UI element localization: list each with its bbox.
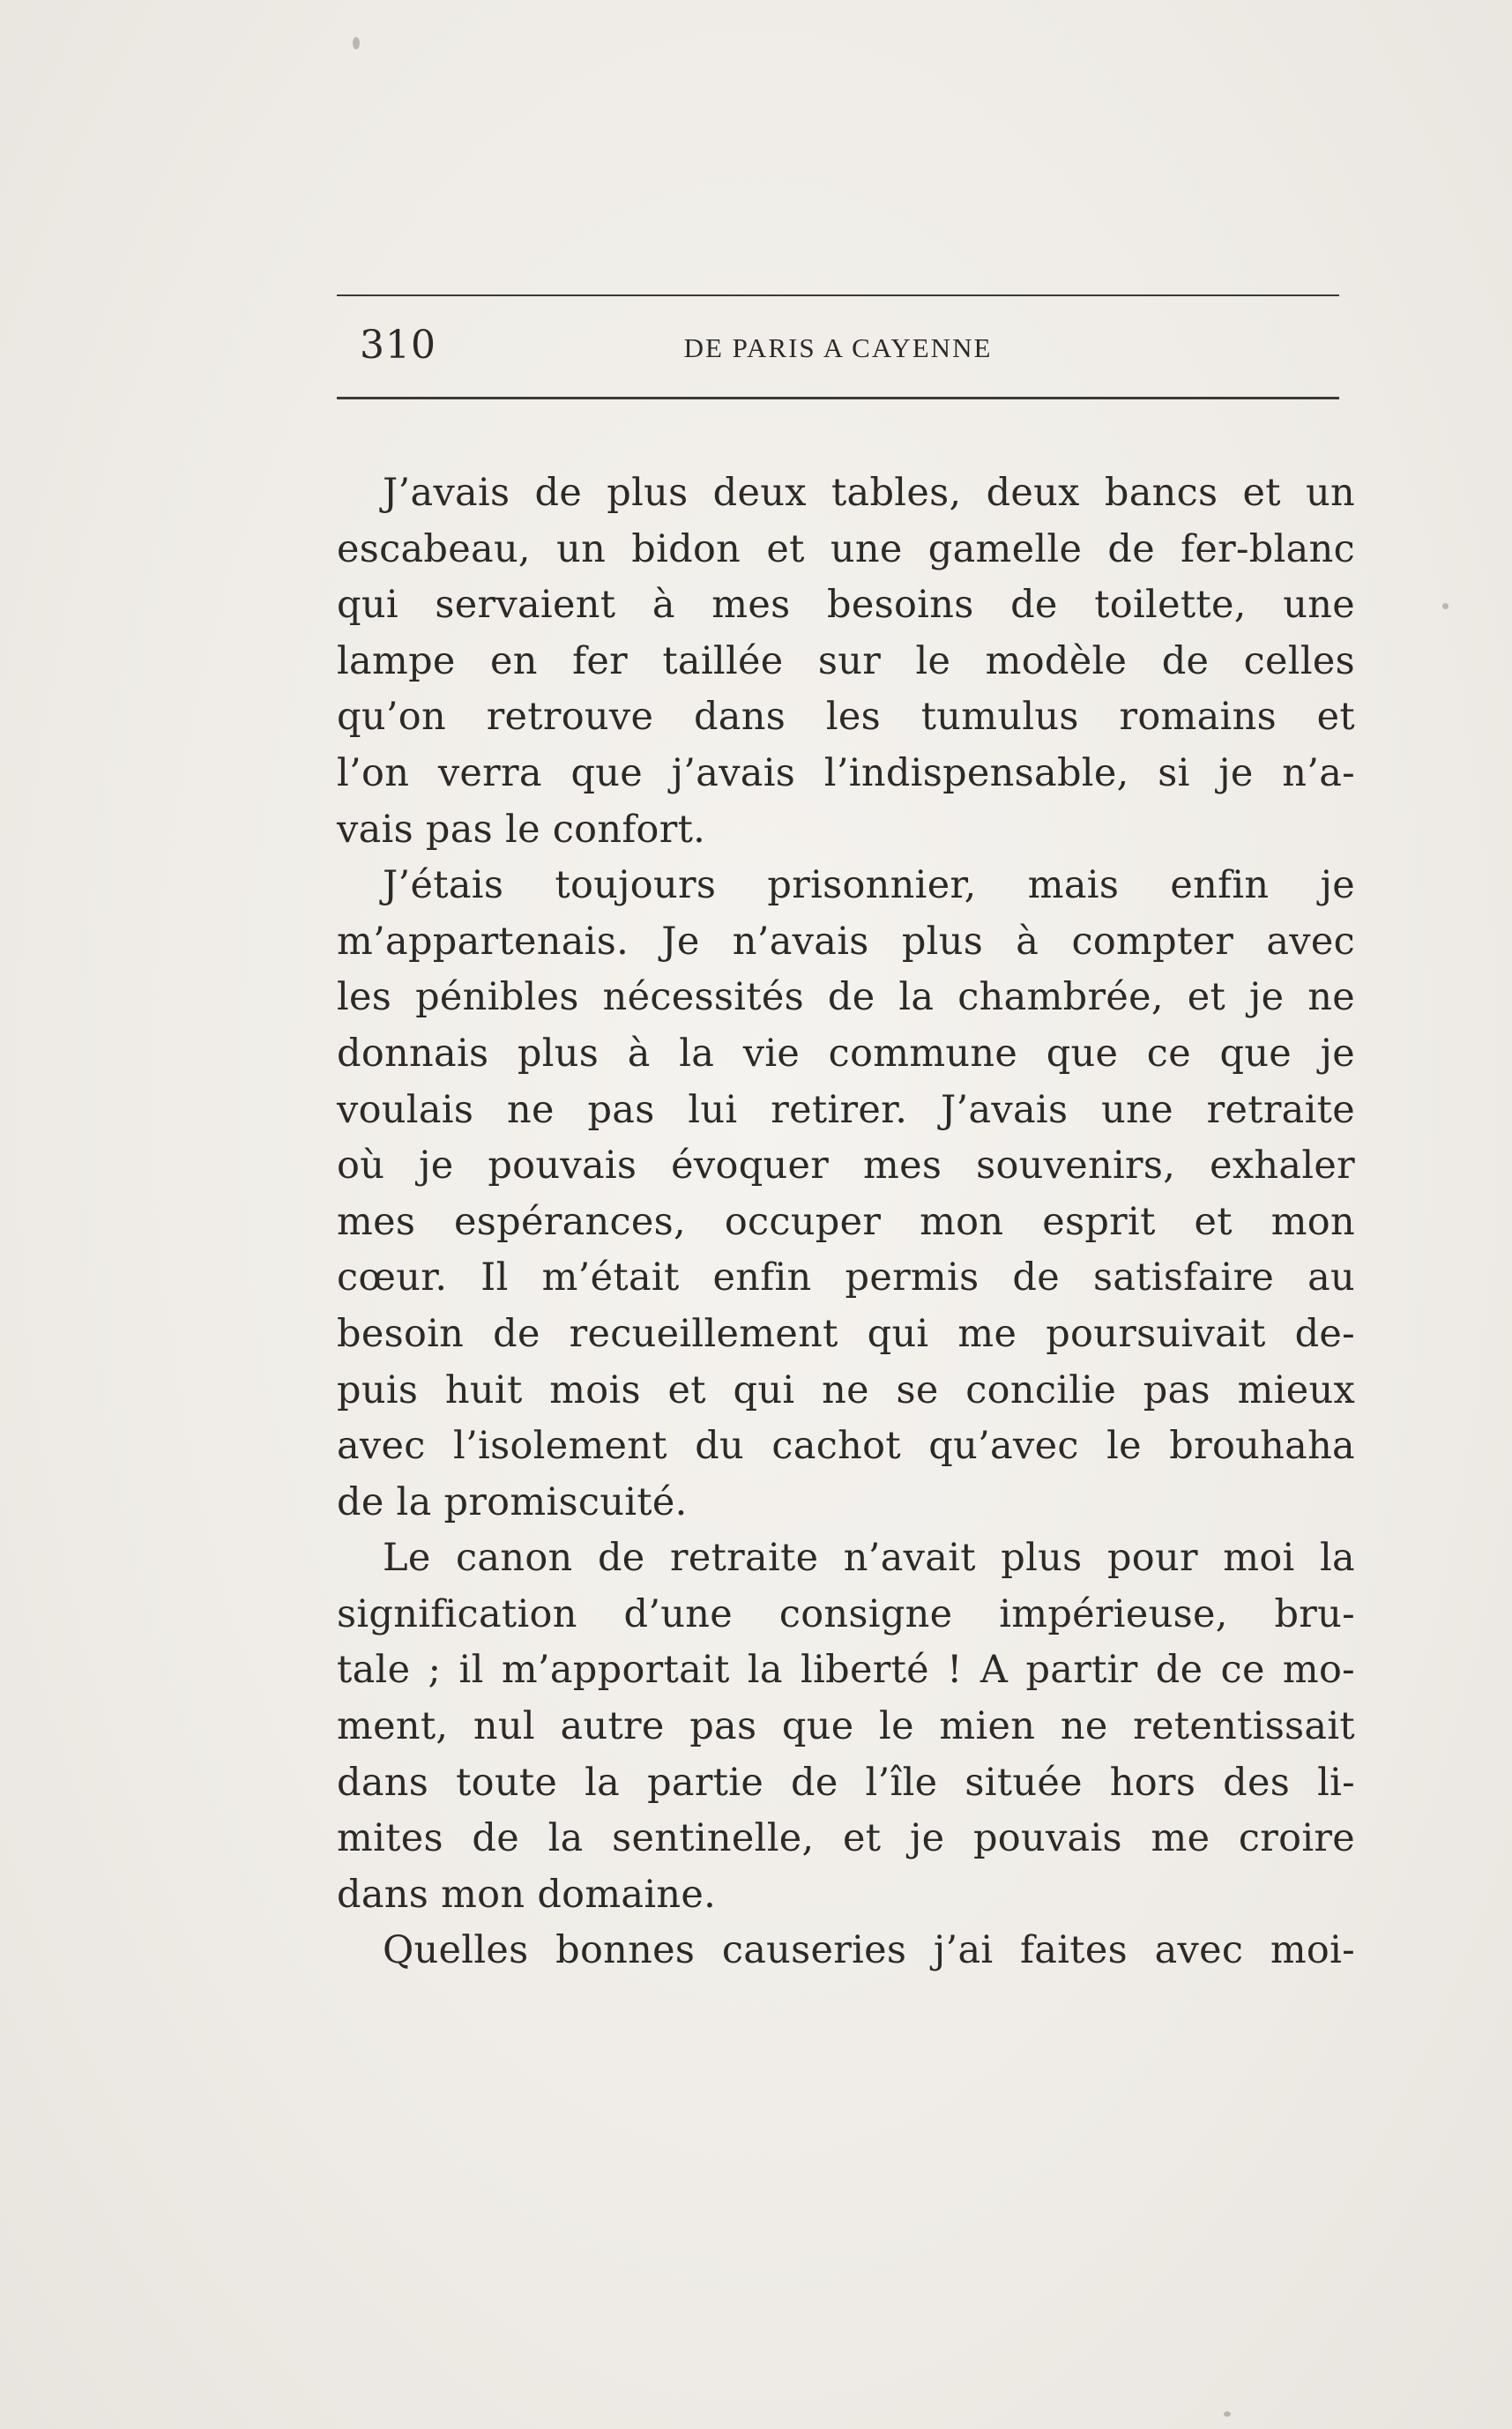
text-line: puis huit mois et qui ne se concilie pas mieux (337, 1367, 1355, 1412)
paper-speck (353, 37, 360, 49)
text-line: Quelles bonnes causeries j’ai faites avec moi- (383, 1928, 1355, 1973)
text-line: qui servaient à mes besoins de toilette, une (337, 583, 1355, 628)
text-line: où je pouvais évoquer mes souvenirs, exhaler (337, 1144, 1355, 1188)
text-line: qu’on retrouve dans les tumulus romains et (337, 695, 1355, 740)
paper-speck (1442, 603, 1449, 609)
text-line: avec l’isolement du cachot qu’avec le brouhaha (337, 1424, 1355, 1469)
text-line: dans toute la partie de l’île située hors des li- (337, 1760, 1355, 1805)
header-top-rule (337, 294, 1339, 296)
text-line: besoin de recueillement qui me poursuivait de- (337, 1311, 1355, 1356)
text-line: ment, nul autre pas que le mien ne retentissait (337, 1704, 1355, 1749)
text-line: les pénibles nécessités de la chambrée, et je ne (337, 975, 1355, 1020)
text-line: vais pas le confort. (337, 807, 706, 852)
text-line: lampe en fer taillée sur le modèle de celles (337, 638, 1355, 683)
text-line: l’on verra que j’avais l’indispensable, si je n’a- (337, 750, 1355, 795)
page-number: 310 (360, 323, 436, 368)
text-line: voulais ne pas lui retirer. J’avais une retraite (337, 1087, 1355, 1132)
text-line: m’appartenais. Je n’avais plus à compter avec (337, 919, 1355, 964)
text-line: Le canon de retraite n’avait plus pour moi la (383, 1536, 1355, 1581)
text-line: mes espérances, occuper mon esprit et mon (337, 1199, 1355, 1244)
text-line: dans mon domaine. (337, 1872, 717, 1917)
text-line: donnais plus à la vie commune que ce que je (337, 1031, 1355, 1076)
text-line: escabeau, un bidon et une gamelle de fer-blanc (337, 526, 1355, 571)
text-line: J’avais de plus deux tables, deux bancs et un (383, 471, 1355, 515)
body-text (337, 466, 1355, 1979)
text-line: de la promiscuité. (337, 1479, 688, 1524)
text-line: J’étais toujours prisonnier, mais enfin je (383, 863, 1355, 908)
text-line: tale ; il m’apportait la liberté ! A partir de ce mo- (337, 1648, 1355, 1693)
text-line: cœur. Il m’était enfin permis de satisfaire au (337, 1255, 1355, 1300)
text-line: signification d’une consigne impérieuse, bru- (337, 1591, 1355, 1636)
running-title: DE PARIS A CAYENNE (683, 332, 993, 363)
text-line: mites de la sentinelle, et je pouvais me croire (337, 1816, 1355, 1861)
paper-speck (1224, 2411, 1231, 2417)
header-bottom-rule (337, 397, 1339, 399)
